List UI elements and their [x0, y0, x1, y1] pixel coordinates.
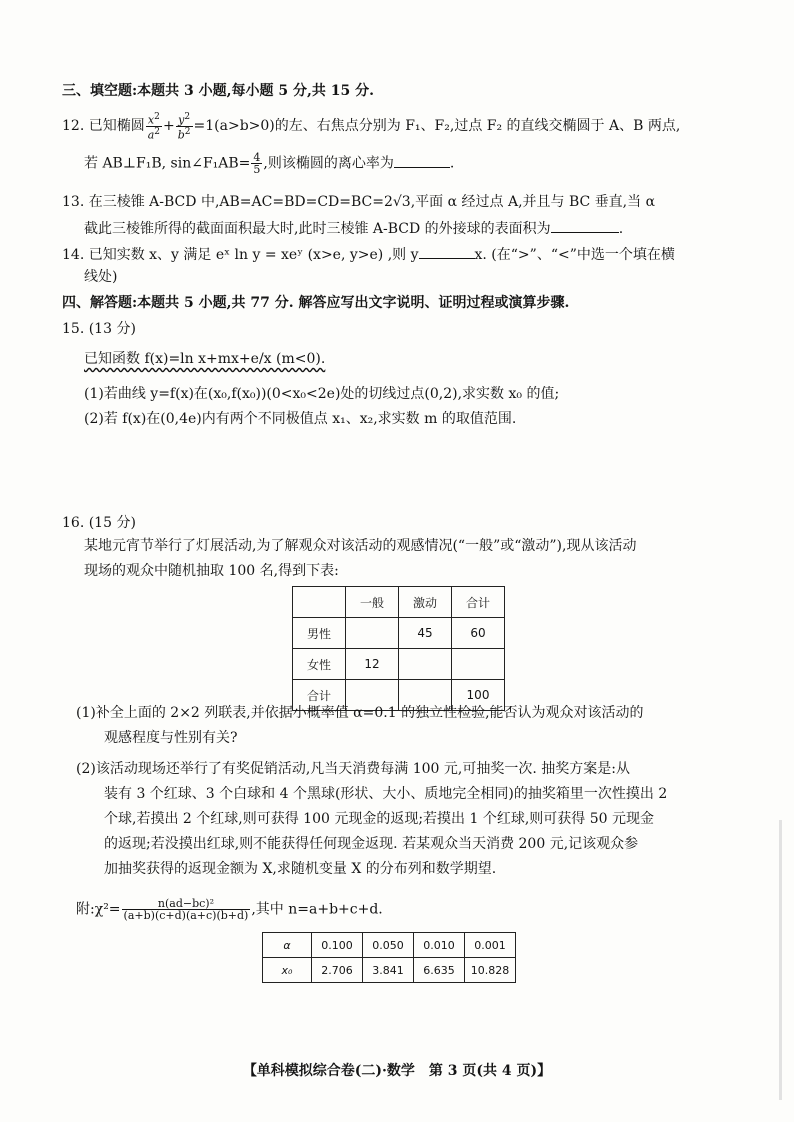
table-row — [293, 618, 505, 649]
q13-text-2: 截此三棱锥所得的截面面积最大时,此时三棱锥 A-BCD 的外接球的表面积为 — [84, 221, 551, 237]
question-13-line-2 — [84, 218, 623, 238]
question-16-title: 16. (15 分) — [62, 515, 136, 531]
question-16-part-2-line-5: 加抽奖获得的返现金额为 X,求随机变量 X 的分布列和数学期望. — [104, 861, 497, 877]
table-header-cell: 合计 — [452, 587, 505, 618]
question-16-part-1-line-1: (1)补全上面的 2×2 列联表,并依据小概率值 α=0.1 的独立性检验,能否认为观众对该活动的 — [76, 705, 644, 721]
table-cell: 0.050 — [363, 933, 414, 958]
q14-text-post: x. (在“>”、“<”中选一个填在横 — [474, 247, 675, 263]
chi-numerator: n(ad−bc)² — [122, 898, 251, 910]
question-16-intro-1: 某地元宵节举行了灯展活动,为了解观众对该活动的观感情况(“一般”或“激动”),现从该活动 — [84, 538, 637, 554]
table-row-label: x₀ — [263, 958, 312, 983]
table-header-cell: 激动 — [399, 587, 452, 618]
page-footer: 【单科模拟综合卷(二)·数学 第 3 页(共 4 页)】 — [242, 1063, 552, 1079]
q12-answer-blank[interactable] — [394, 153, 450, 168]
section-heading-solutions: 四、解答题:本题共 5 小题,共 77 分. 解答应写出文字说明、证明过程或演算步骤. — [62, 295, 570, 311]
chi-square-fraction — [122, 898, 251, 921]
question-14-line-1 — [62, 244, 675, 264]
table-cell — [452, 649, 505, 680]
question-16-part-2-line-4: 的返现;若没摸出红球,则不能获得任何现金返现. 若某观众当天消费 200 元,记该观众参 — [104, 836, 639, 852]
table-cell: 45 — [399, 618, 452, 649]
ellipse-y-fraction: $\frac{y^2}{b^2}$ — [177, 112, 191, 142]
table-cell: 女性 — [293, 649, 346, 680]
appendix-pre: 附:χ²= — [76, 901, 121, 918]
table-cell: 60 — [452, 618, 505, 649]
table-row — [293, 649, 505, 680]
table-header-cell: 一般 — [346, 587, 399, 618]
table-cell: 0.001 — [465, 933, 516, 958]
q12-end: . — [449, 155, 455, 172]
question-16-intro-2: 现场的观众中随机抽取 100 名,得到下表: — [84, 563, 339, 579]
table-cell — [346, 618, 399, 649]
contingency-table — [292, 586, 505, 711]
table-cell: 3.841 — [363, 958, 414, 983]
table-cell: 合计 — [293, 680, 346, 711]
table-cell: 0.010 — [414, 933, 465, 958]
q12-text-pre: 12. 已知椭圆 — [62, 118, 145, 135]
question-13-line-1: 13. 在三棱锥 A-BCD 中,AB=AC=BD=CD=BC=2√3,平面 α 经过点 A,并且与 BC 垂直,当 α — [62, 194, 656, 210]
question-15-part-2: (2)若 f(x)在(0,4e)内有两个不同极值点 x₁、x₂,求实数 m 的取值范围. — [84, 411, 517, 427]
table-cell: 2.706 — [312, 958, 363, 983]
table-row — [263, 933, 516, 958]
table-row — [263, 958, 516, 983]
sine-denominator: 5 — [253, 163, 261, 176]
question-16-part-2-line-3: 个球,若摸出 2 个红球,则可获得 100 元现金的返现;若摸出 1 个红球,则可获得 50 元现金 — [104, 811, 655, 827]
question-16-part-1-line-2: 观感程度与性别有关? — [104, 730, 238, 746]
question-16-part-2-line-1: (2)该活动现场还举行了有奖促销活动,凡当天消费每满 100 元,可抽奖一次. 抽奖方案是:从 — [76, 761, 630, 777]
chi-square-critical-table — [262, 932, 516, 983]
ellipse-x-fraction: $\frac{x^2}{a^2}$ — [147, 112, 161, 142]
q15-given-text: 已知函数 f(x)=ln x+mx+e/x (m<0). — [84, 351, 326, 367]
appendix-formula — [76, 898, 383, 921]
table-cell: 6.635 — [414, 958, 465, 983]
q13-answer-blank[interactable] — [551, 218, 619, 233]
appendix-post: ,其中 n=a+b+c+d. — [251, 901, 383, 918]
q14-text-pre: 14. 已知实数 x、y 满足 eˣ ln y = xeʸ (x>e, y>e) ,则 y — [62, 247, 419, 263]
table-cell — [399, 649, 452, 680]
question-12-line-1: 12. 已知椭圆 $\frac{x^2}{a^2}$ + $\frac{y^2}{b^2}$ =1(a>b>0)的左、右焦点分别为 F₁、F₂,过点 F₂ 的直线交椭圆于 A、B 两点, — [62, 112, 681, 142]
q12-text-2-post: ,则该椭圆的离心率为 — [263, 155, 394, 172]
table-cell: 男性 — [293, 618, 346, 649]
table-header-row — [293, 587, 505, 618]
table-cell: 10.828 — [465, 958, 516, 983]
table-cell: 0.100 — [312, 933, 363, 958]
table-cell: 100 — [452, 680, 505, 711]
scan-edge-shadow — [779, 820, 782, 1100]
q14-answer-blank[interactable] — [419, 244, 475, 259]
section-heading-fill-in: 三、填空题:本题共 3 小题,每小题 5 分,共 15 分. — [62, 83, 374, 99]
question-15-part-1: (1)若曲线 y=f(x)在(x₀,f(x₀))(0<x₀<2e)处的切线过点(0,2),求实数 x₀ 的值; — [84, 386, 560, 402]
question-15-title: 15. (13 分) — [62, 321, 136, 337]
q13-end: . — [618, 221, 624, 237]
question-16-part-2-line-2: 装有 3 个红球、3 个白球和 4 个黑球(形状、大小、质地完全相同)的抽奖箱里一次性摸出 2 — [104, 786, 668, 802]
table-cell: 12 — [346, 649, 399, 680]
sine-fraction — [251, 152, 262, 175]
q12-text-post: =1(a>b>0)的左、右焦点分别为 F₁、F₂,过点 F₂ 的直线交椭圆于 A、B 两点, — [193, 118, 681, 135]
sine-numerator: 4 — [253, 151, 261, 164]
question-15-given — [84, 350, 325, 368]
table-header-cell — [293, 587, 346, 618]
q12-text-2-pre: 若 AB⊥F₁B, sin∠F₁AB= — [84, 155, 251, 172]
chi-denominator: (a+b)(c+d)(a+c)(b+d) — [123, 909, 249, 922]
question-14-line-2: 线处) — [84, 269, 118, 285]
table-row-label: α — [263, 933, 312, 958]
question-12-line-2 — [84, 152, 454, 175]
